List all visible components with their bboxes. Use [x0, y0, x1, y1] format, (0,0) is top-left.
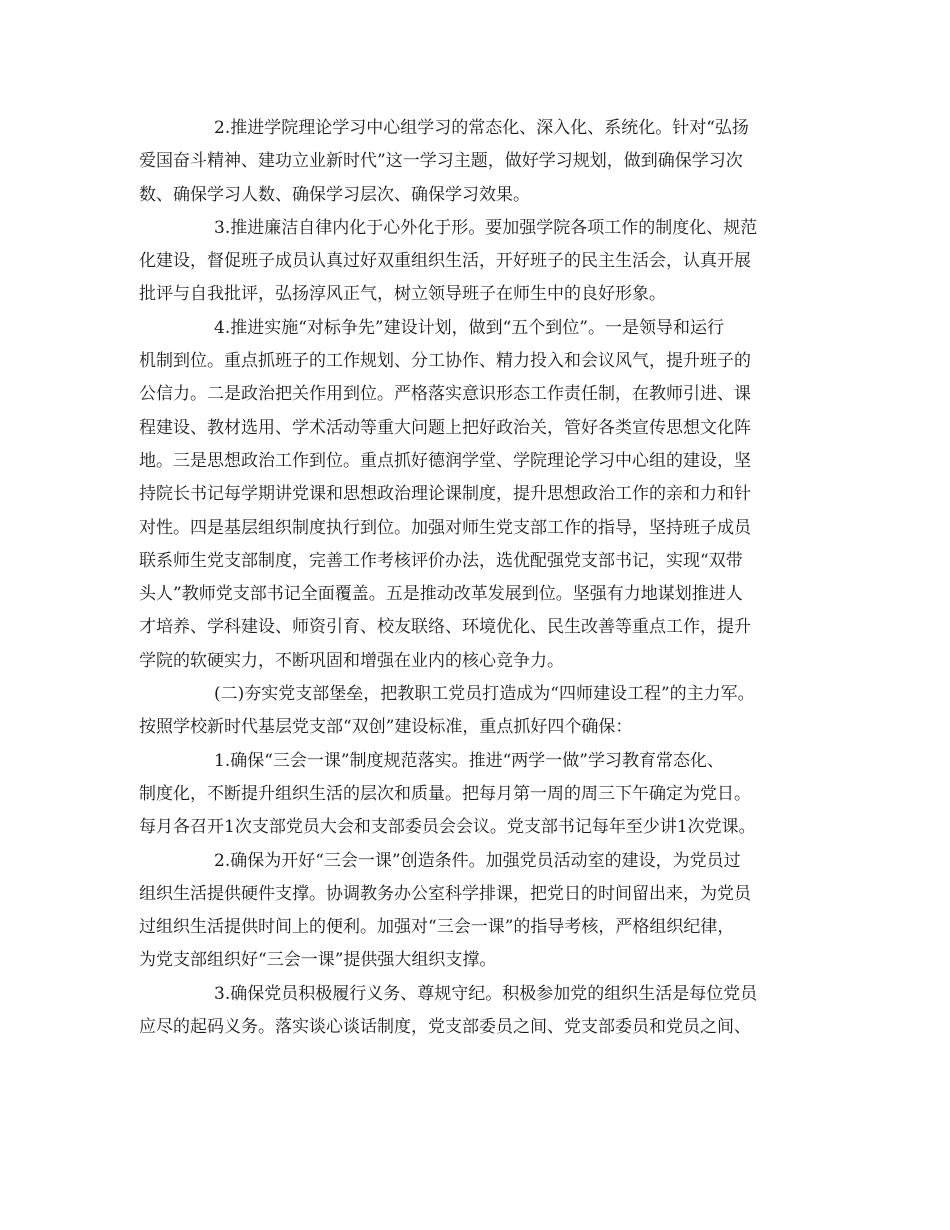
document-body: [139, 112, 811, 1044]
paragraph-line: 才培养、学科建设、师资引育、校友联络、环境优化、民生改善等重点工作，提升: [139, 617, 751, 638]
paragraph-first-line: 2.推进学院理论学习中心组学习的常态化、深入化、系统化。针对“弘扬: [214, 118, 749, 138]
paragraph-line: 程建设、教材选用、学术活动等重大问题上把好政治关，管好各类宣传思想文化阵: [139, 417, 751, 438]
paragraph-first-line: (二)夯实党支部堡垒，把教职工党员打造成为“四师建设工程”的主力军。: [214, 684, 755, 705]
paragraph-line: 学院的软硬实力，不断巩固和增强在业内的核心竞争力。: [139, 650, 564, 671]
paragraph-first-line: 3.确保党员积极履行义务、尊规守纪。积极参加党的组织生活是每位党员: [214, 983, 758, 1004]
paragraph-line: 为党支部组织好“三会一课”提供强大组织支撑。: [139, 950, 497, 971]
paragraph-line: 批评与自我批评，弘扬淳风正气，树立领导班子在师生中的良好形象。: [139, 284, 666, 305]
paragraph-line: 联系师生党支部制度，完善工作考核评价办法，选优配强党支部书记，实现“双带: [139, 550, 743, 571]
paragraph-first-line: 1.确保“三会一课”制度规范落实。推进“两学一做”学习教育常态化、: [214, 750, 724, 771]
paragraph-line: 化建设，督促班子成员认真过好双重组织生活，开好班子的民主生活会，认真开展: [139, 251, 751, 272]
paragraph-line: 应尽的起码义务。落实谈心谈话制度，党支部委员之间、党支部委员和党员之间、: [139, 1017, 751, 1038]
paragraph-line: 地。三是思想政治工作到位。重点抓好德润学堂、学院理论学习中心组的建设，坚: [139, 450, 751, 471]
paragraph-line: 组织生活提供硬件支撑。协调教务办公室科学排课，把党日的时间留出来，为党员: [139, 883, 751, 904]
paragraph-first-line: 2.确保为开好“三会一课”创造条件。加强党员活动室的建设，为党员过: [214, 850, 741, 871]
paragraph-line: 数、确保学习人数、确保学习层次、确保学习效果。: [139, 184, 530, 205]
paragraph-line: 每月各召开1次支部党员大会和支部委员会会议。党支部书记每年至少讲1次党课。: [139, 817, 756, 838]
paragraph-line: 机制到位。重点抓班子的工作规划、分工协作、精力投入和会议风气，提升班子的: [139, 351, 751, 372]
paragraph-line: 持院长书记每学期讲党课和思想政治理论课制度，提升思想政治工作的亲和力和针: [139, 484, 751, 505]
paragraph-line: 对性。四是基层组织制度执行到位。加强对师生党支部工作的指导，坚持班子成员: [139, 517, 751, 538]
paragraph-line: 制度化，不断提升组织生活的层次和质量。把每月第一周的周三下午确定为党日。: [139, 783, 751, 804]
paragraph-first-line: 3.推进廉洁自律内化于心外化于形。要加强学院各项工作的制度化、规范: [214, 217, 758, 238]
paragraph-line: 过组织生活提供时间上的便利。加强对“三会一课”的指导考核，严格组织纪律，: [139, 917, 735, 938]
paragraph-line: 头人”教师党支部书记全面覆盖。五是推动改革发展到位。坚强有力地谋划推进人: [139, 584, 743, 605]
paragraph-line: 按照学校新时代基层党支部“双创”建设标准，重点抓好四个确保：: [139, 717, 633, 738]
paragraph-line: 公信力。二是政治把关作用到位。严格落实意识形态工作责任制，在教师引进、课: [139, 384, 751, 405]
paragraph-line: 爱国奋斗精神、建功立业新时代”这一学习主题，做好学习规划，做到确保学习次: [139, 151, 743, 172]
paragraph-first-line: 4.推进实施“对标争先”建设计划，做到“五个到位”。一是领导和运行: [214, 317, 724, 338]
